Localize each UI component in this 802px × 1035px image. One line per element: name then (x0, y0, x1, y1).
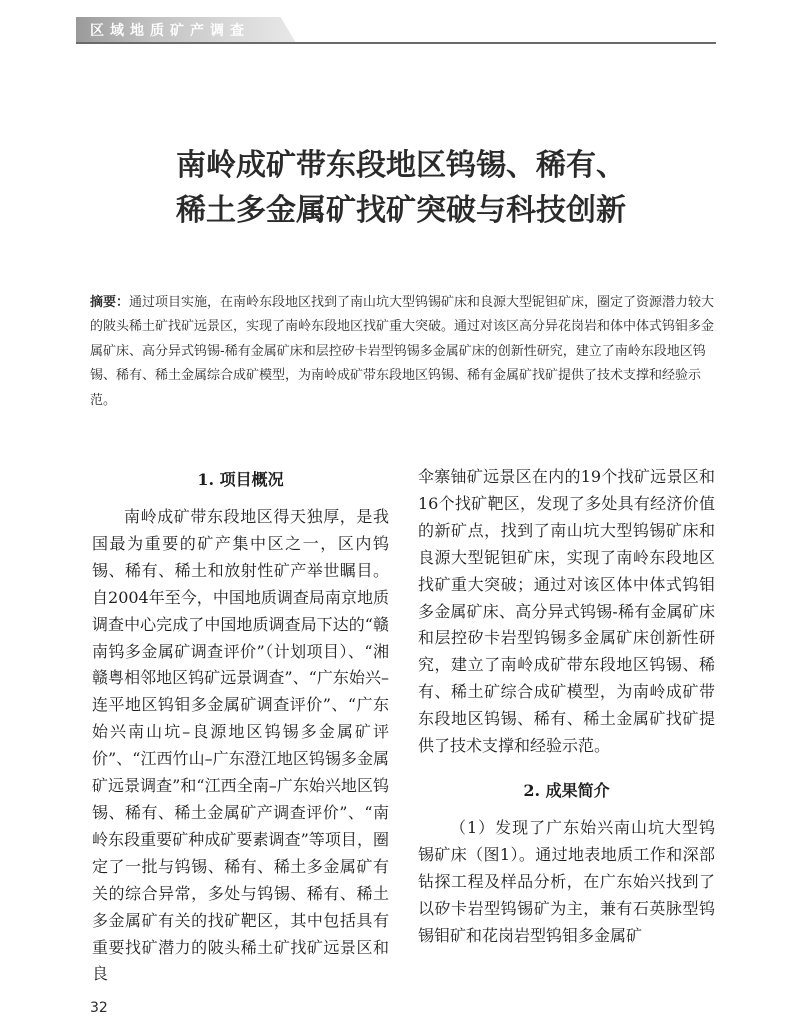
section-2-paragraph: （1）发现了广东始兴南山坑大型钨锡矿床（图1）。通过地表地质工作和深部钻探工程及样品分析，在广东始兴找到了以矽卡岩型钨锡矿为主，兼有石英脉型钨锡钼矿和花岗岩型钨钼多金属矿 (418, 817, 715, 945)
abstract-text: 通过项目实施，在南岭东段地区找到了南山坑大型钨锡矿床和良源大型铌钽矿床，圈定了资源潜力较大的陂头稀土矿找矿远景区，实现了南岭东段地区找矿重大突破。通过对该区高分异花岗岩和体中体式钨钼多金属矿床、高分异式钨锡-稀有金属矿床和层控矽卡岩型钨锡多金属矿床的创新性研究，建立了南岭东段地区钨锡、稀有、稀土金属综合成矿模型，为南岭成矿带东段地区钨锡、稀有金属矿找矿提供了技术支撑和经验示范。 (90, 295, 715, 408)
column-left (92, 466, 389, 988)
column-right (418, 464, 715, 950)
section-1-paragraph: 南岭成矿带东段地区得天独厚，是我国最为重要的矿产集中区之一，区内钨锡、稀有、稀土和放射性矿产举世瞩目。自2004年至今，中国地质调查局南京地质调查中心完成了中国地质调查局下达的“赣南钨多金属矿调查评价”（计划项目）、“湘赣粤相邻地区钨矿远景调查”、“广东始兴–连平地区钨钼多金属矿调查评价”、“广东始兴南山坑–良源地区钨锡多金属矿评价”、“江西竹山–广东澄江地区钨锡多金属矿远景调查”和“江西全南–广东始兴地区钨锡、稀有、稀土金属矿产调查评价”、“南岭东段重要矿种成矿要素调查”等项目，圈定了一批与钨锡、稀有、稀土多金属矿有关的综合异常，多处与钨锡、稀有、稀土多金属矿有关的找矿靶区，其中包括具有重要找矿潜力的陂头稀土矿找矿远景区和良 (92, 507, 389, 984)
section-heading-1: 1. 项目概况 (197, 470, 284, 489)
abstract-label: 摘要： (90, 295, 130, 310)
article-title (0, 143, 802, 233)
header-rule (76, 42, 716, 44)
section-heading-2: 2. 成果简介 (523, 780, 610, 800)
article-title-line-2: 稀土多金属矿找矿突破与科技创新 (176, 193, 626, 228)
page-number: 32 (90, 1000, 108, 1016)
abstract (90, 291, 718, 413)
running-header-title: 区域地质矿产调查 (90, 23, 250, 39)
section-1-paragraph-continued: 伞寨铀矿远景区在内的19个找矿远景区和16个找矿靶区，发现了多处具有经济价值的新矿点，找到了南山坑大型钨锡矿床和良源大型铌钽矿床，实现了南岭东段地区找矿重大突破；通过对该区体中体式钨钼多金属矿床、高分异式钨锡-稀有金属矿床和层控矽卡岩型钨锡多金属矿床创新性研究，建立了南岭成矿带东段地区钨锡、稀有、稀土矿综合成矿模型，为南岭成矿带东段地区钨锡、稀有、稀土金属矿找矿提供了技术支撑和经验示范。 (418, 467, 715, 756)
article-title-line-1: 南岭成矿带东段地区钨锡、稀有、 (176, 148, 626, 183)
